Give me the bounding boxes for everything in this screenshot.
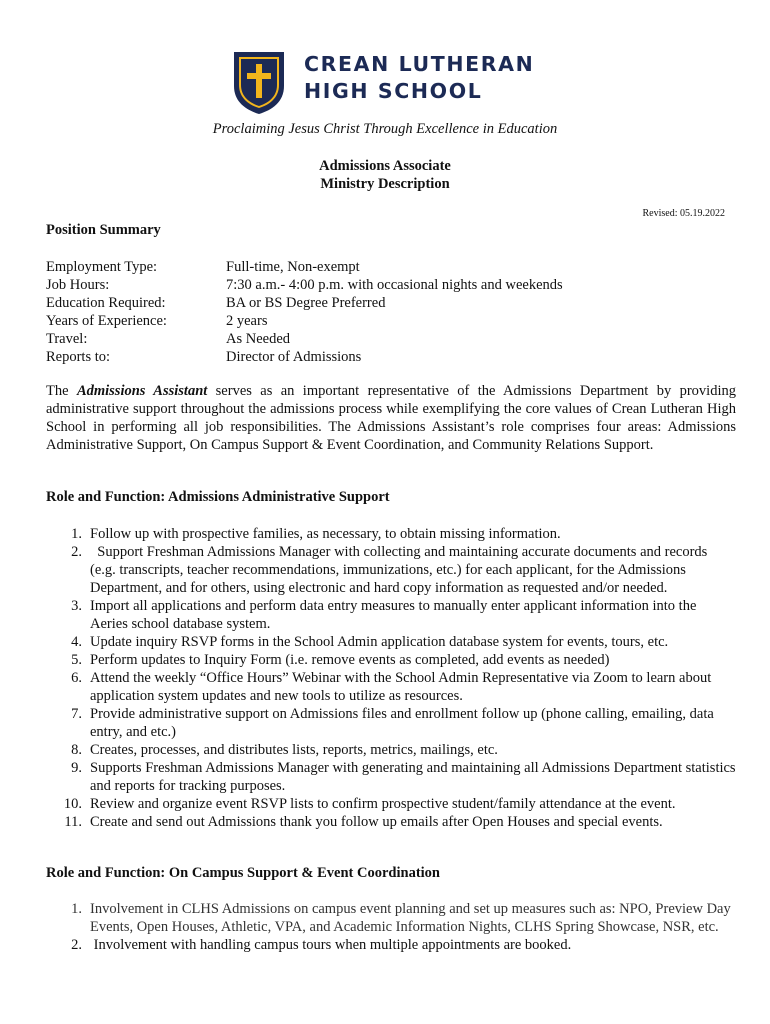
position-summary-table xyxy=(46,258,563,366)
summary-value: Full-time, Non-exempt xyxy=(226,259,360,275)
section1-heading: Role and Function: Admissions Administrative Support xyxy=(46,489,390,505)
summary-key: Travel: xyxy=(46,331,88,347)
list-text: Update inquiry RSVP forms in the School Admin application database system for events, tours, etc. xyxy=(90,634,669,650)
summary-row xyxy=(46,276,563,294)
intro-lead: The xyxy=(46,383,77,399)
list-text: Provide administrative support on Admissions files and enrollment follow up (phone calling, emailing, data entry, and etc.) xyxy=(90,706,714,740)
list-item xyxy=(46,936,736,954)
list-number: 6. xyxy=(71,670,82,686)
intro-emphasis: Admissions Assistant xyxy=(76,383,208,399)
list-item xyxy=(46,795,736,813)
summary-value: BA or BS Degree Preferred xyxy=(226,295,386,311)
list-item xyxy=(46,525,736,543)
list-number: 8. xyxy=(71,742,82,758)
list-text: Import all applications and perform data entry measures to manually enter applicant information into the Aeries school database system. xyxy=(90,598,697,632)
tagline: Proclaiming Jesus Christ Through Excellence in Education xyxy=(212,121,558,137)
title-line-2: Ministry Description xyxy=(320,176,450,192)
summary-key: Employment Type: xyxy=(46,259,158,275)
list-text: Creates, processes, and distributes lists, reports, metrics, mailings, etc. xyxy=(90,742,498,758)
summary-key: Reports to: xyxy=(46,349,111,365)
list-text: Involvement with handling campus tours when multiple appointments are booked. xyxy=(90,937,572,953)
intro-body: serves as an important representative of the Admissions Department by providing administrative support throughout the admissions process while exemplifying the core values of Crean Lutheran High School in performing all job responsibilities. The Admissions Assistant’s role comprises four areas: Admissions Administrative Support, On Campus Support & Event Coordination, and Community Relations Support. xyxy=(46,383,736,453)
list-number: 2. xyxy=(71,937,82,953)
list-number: 1. xyxy=(71,526,82,542)
list-number: 2. xyxy=(71,544,82,560)
summary-row xyxy=(46,348,563,366)
list-item xyxy=(46,900,736,936)
logo-line-2: HIGH SCHOOL xyxy=(304,79,483,103)
list-number: 11. xyxy=(64,814,82,830)
list-text: Supports Freshman Admissions Manager with generating and maintaining all Admissions Department statistics and reports for tracking purposes. xyxy=(90,760,736,794)
list-number: 3. xyxy=(71,598,82,614)
summary-value: 2 years xyxy=(226,313,268,329)
list-item xyxy=(46,597,736,633)
list-item xyxy=(46,669,736,705)
summary-value: As Needed xyxy=(226,331,291,347)
list-item xyxy=(46,741,736,759)
summary-value: Director of Admissions xyxy=(226,349,362,365)
summary-row xyxy=(46,312,563,330)
section2-heading: Role and Function: On Campus Support & Event Coordination xyxy=(46,865,440,881)
summary-key: Education Required: xyxy=(46,295,166,311)
title-line-1: Admissions Associate xyxy=(319,158,451,174)
summary-row xyxy=(46,258,563,276)
list-item xyxy=(46,651,736,669)
list-text: Involvement in CLHS Admissions on campus event planning and set up measures such as: NPO, Preview Day Events, Open Houses, Athletic, VPA, and Academic Information Nights, CLHS Spring Showcase, NSR, etc. xyxy=(90,901,731,935)
list-item xyxy=(46,543,736,597)
list-number: 4. xyxy=(71,634,82,650)
section1-list xyxy=(46,525,736,831)
school-logo xyxy=(232,50,552,120)
list-item xyxy=(46,759,736,795)
list-number: 9. xyxy=(71,760,82,776)
list-text: Create and send out Admissions thank you follow up emails after Open Houses and special events. xyxy=(90,814,663,830)
list-number: 1. xyxy=(71,901,82,917)
list-item xyxy=(46,813,736,831)
summary-row xyxy=(46,294,563,312)
list-text: Attend the weekly “Office Hours” Webinar with the School Admin Representative via Zoom to learn about application system updates and new tools to utilize as resources. xyxy=(90,670,712,704)
list-number: 7. xyxy=(71,706,82,722)
logo-line-1: CREAN LUTHERAN xyxy=(304,52,535,76)
list-item xyxy=(46,705,736,741)
cross-shield-icon xyxy=(232,50,286,116)
list-number: 10. xyxy=(63,796,82,812)
logo-wordmark xyxy=(304,51,534,105)
list-text: Support Freshman Admissions Manager with collecting and maintaining accurate documents and records (e.g. transcripts, teacher recommendations, immunizations, etc.) for each applicant, for the Admissions Department, and for others, using electronic and hard copy information as requested and/or needed. xyxy=(90,544,711,596)
revised-date: Revised: 05.19.2022 xyxy=(642,208,725,219)
list-text: Follow up with prospective families, as necessary, to obtain missing information. xyxy=(90,526,561,542)
summary-value: 7:30 a.m.- 4:00 p.m. with occasional nights and weekends xyxy=(226,277,563,293)
summary-row xyxy=(46,330,563,348)
position-summary-heading: Position Summary xyxy=(46,222,161,238)
list-item xyxy=(46,633,736,651)
summary-key: Job Hours: xyxy=(46,277,110,293)
summary-key: Years of Experience: xyxy=(46,313,167,329)
section2-list xyxy=(46,900,736,954)
intro-paragraph xyxy=(46,382,736,454)
list-text: Perform updates to Inquiry Form (i.e. remove events as completed, add events as needed) xyxy=(90,652,610,668)
list-number: 5. xyxy=(71,652,82,668)
list-text: Review and organize event RSVP lists to confirm prospective student/family attendance at the event. xyxy=(90,796,676,812)
document-title xyxy=(0,157,770,193)
